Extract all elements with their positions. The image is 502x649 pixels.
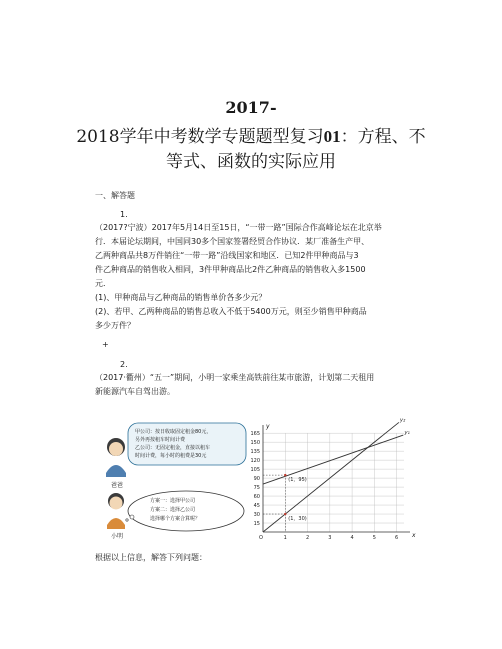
dad-bubble-line: 乙公司：无固定租金，直接以租车 (135, 445, 211, 451)
rental-cost-chart (250, 417, 416, 541)
dad-figure (106, 438, 126, 477)
dad-bubble-line: 时间计费，每小时的租费是30元 (135, 453, 207, 459)
x-axis-label: x (412, 532, 416, 539)
title-prefix: 2018学年中考数学专题题型复习 (76, 127, 324, 147)
q1-line: 多少万件？ (95, 321, 135, 330)
q2-instruction: 根据以上信息，解答下列问题： (95, 553, 207, 562)
x-tick-label: 6 (395, 535, 399, 541)
title-number: 01 (323, 127, 341, 146)
x-tick-label: 1 (283, 535, 287, 541)
x-tick-label: 5 (372, 535, 376, 541)
series-line (263, 435, 403, 484)
annotated-point (284, 513, 286, 515)
boy-bubble-line: 方案二：选择乙公司 (150, 507, 196, 513)
title-suffix: ：方程、不 (340, 127, 426, 147)
q2-line: 新能源汽车自驾出游。 (95, 387, 175, 396)
y-axis-label: y (266, 423, 270, 430)
y-tick-label: 45 (253, 502, 260, 509)
question-figure (98, 417, 418, 541)
boy-label: 小明 (111, 533, 124, 540)
y-tick-label: 120 (250, 457, 260, 464)
origin-label: O (259, 535, 263, 541)
dad-bubble-line: 另外再按租车时间计费 (135, 437, 186, 443)
boy-figure (107, 493, 125, 529)
y-tick-label: 60 (253, 493, 260, 500)
q1-line: 件乙种商品的销售收入相同，3件甲种商品比2件乙种商品的销售收入多1500 (95, 265, 366, 274)
q1-line: 行．本届论坛期间，中国同30多个国家签署经贸合作协议．某厂准备生产甲、 (95, 237, 370, 246)
annotated-point (284, 474, 286, 476)
title-line-3: 等式、函数的实际应用 (166, 152, 336, 172)
y-tick-label: 150 (250, 439, 260, 446)
q1-line: （2017?宁波）2017年5月14日至15日，“一带一路”国际合作高峰论坛在北京举 (95, 223, 382, 232)
q2-number: 2. (120, 360, 128, 369)
q1-subquestion-1: (1)、甲种商品与乙种商品的销售单价各多少元？ (95, 293, 267, 302)
q2-line: （2017·衢州）“五一”期间，小明一家乘坐高铁前往某市旅游，计划第二天租用 (95, 373, 375, 382)
y-tick-label: 135 (250, 448, 260, 455)
series-label: y₁ (404, 430, 410, 437)
title-line-2 (0, 122, 502, 147)
q1-number: 1. (120, 210, 128, 219)
q1-line: 乙两种商品共8万件销往“一带一路”沿线国家和地区．已知2件甲种商品与3 (95, 251, 359, 260)
y-tick-label: 15 (253, 520, 260, 527)
dad-bubble-line: 甲公司：按日收取固定租金80元， (135, 429, 212, 435)
series-label: y₂ (399, 417, 406, 424)
title-line-1: 2017- (225, 98, 277, 117)
plus-mark: + (102, 340, 109, 349)
point-label: (1，95) (288, 477, 307, 484)
y-tick-label: 105 (250, 466, 260, 473)
point-label: (1，30) (288, 516, 307, 523)
q1-subquestion-2: (2)、若甲、乙两种商品的销售总收入不低于5400万元，则至少销售甲种商品 (95, 307, 367, 316)
y-tick-label: 75 (253, 484, 260, 491)
y-tick-label: 30 (253, 511, 260, 518)
dad-label: 爸爸 (111, 482, 124, 489)
y-tick-label: 90 (253, 475, 260, 482)
boy-bubble-line: 选择哪个方案合算呢？ (150, 516, 201, 522)
y-tick-label: 165 (250, 430, 260, 437)
x-tick-label: 4 (350, 535, 354, 541)
x-tick-label: 3 (328, 535, 332, 541)
x-tick-label: 2 (305, 535, 310, 541)
section-heading: 一、解答题 (95, 191, 135, 200)
boy-bubble-line: 方案一：选择甲公司 (150, 498, 196, 504)
q1-line: 元． (95, 279, 111, 288)
